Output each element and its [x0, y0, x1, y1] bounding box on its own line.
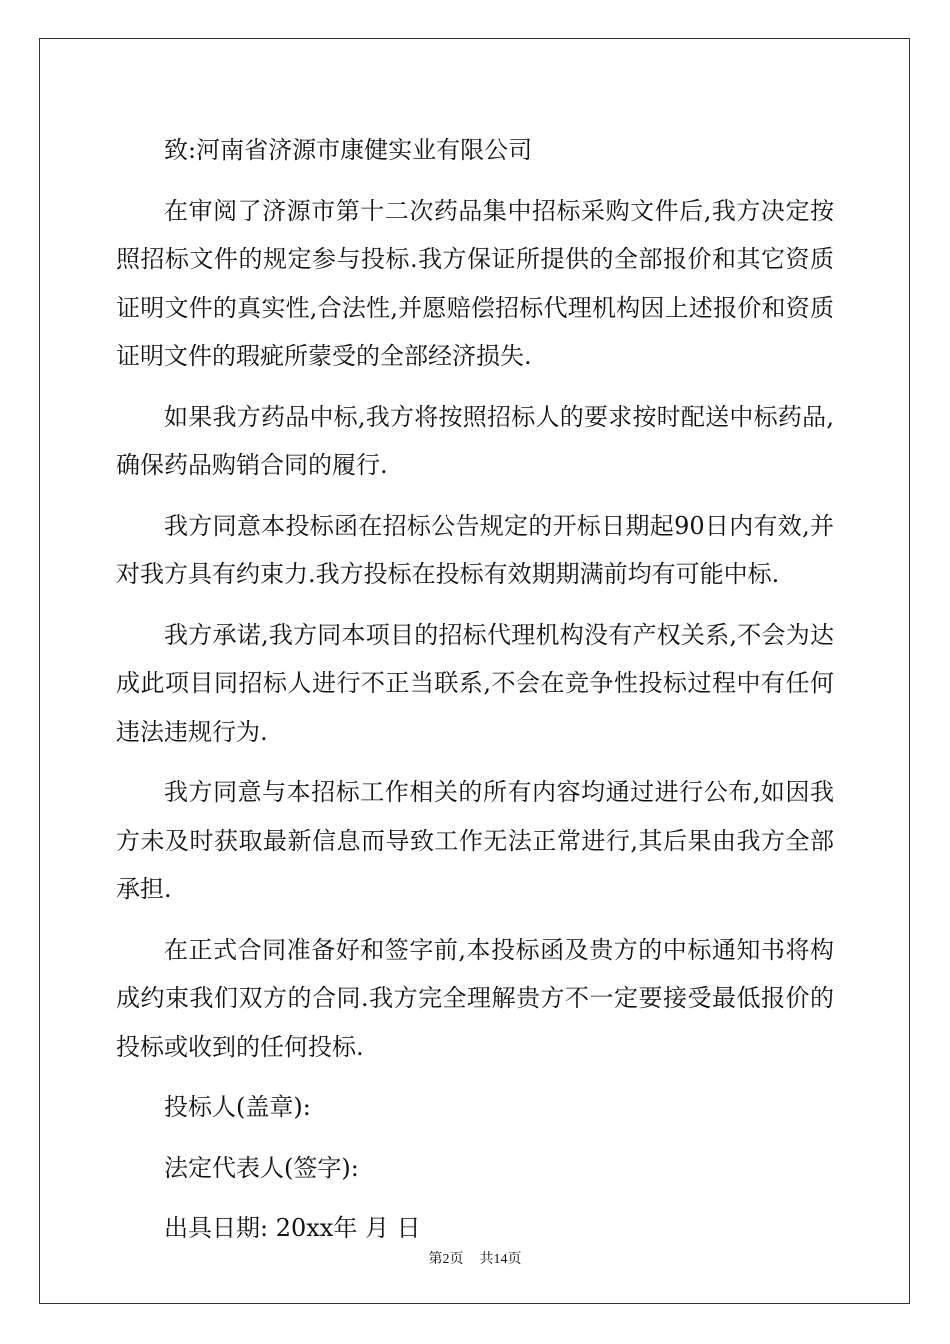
paragraph-contract: 在正式合同准备好和签字前,本投标函及贵方的中标通知书将构成约束我们双方的合同.我方完全理解贵方不一定要接受最低报价的投标或收到的任何投标. [116, 935, 834, 1061]
paragraph-review: 在审阅了济源市第十二次药品集中招标采购文件后,我方决定按照招标文件的规定参与投标.我方保证所提供的全部报价和其它资质证明文件的真实性,合法性,并愿赔偿招标代理机构因上述报价和资质证明文件的瑕疵所蒙受的全部经济损失. [116, 196, 834, 370]
page-footer [0, 1248, 950, 1268]
salutation: 致:河南省济源市康健实业有限公司 [164, 136, 533, 164]
bidder-seal-line: 投标人(盖章): [164, 1093, 311, 1121]
representative-signature-line: 法定代表人(签字): [164, 1153, 359, 1182]
paragraph-delivery: 如果我方药品中标,我方将按照招标人的要求按时配送中标药品,确保药品购销合同的履行. [116, 402, 834, 479]
page-number-current: 第2页 [428, 1252, 464, 1267]
paragraph-validity: 我方同意本投标函在招标公告规定的开标日期起90日内有效,并对我方具有约束力.我方投标在投标有效期期满前均有可能中标. [116, 511, 834, 588]
letter-body [116, 126, 834, 1265]
issue-date-line: 出具日期: 20xx年 月 日 [164, 1214, 421, 1242]
page-number-total: 共14页 [479, 1252, 522, 1267]
paragraph-publication: 我方同意与本招标工作相关的所有内容均通过进行公布,如因我方未及时获取最新信息而导致工作无法正常进行,其后果由我方全部承担. [116, 778, 834, 903]
paragraph-commitment: 我方承诺,我方同本项目的招标代理机构没有产权关系,不会为达成此项目同招标人进行不正当联系,不会在竞争性投标过程中有任何违法违规行为. [116, 620, 834, 746]
